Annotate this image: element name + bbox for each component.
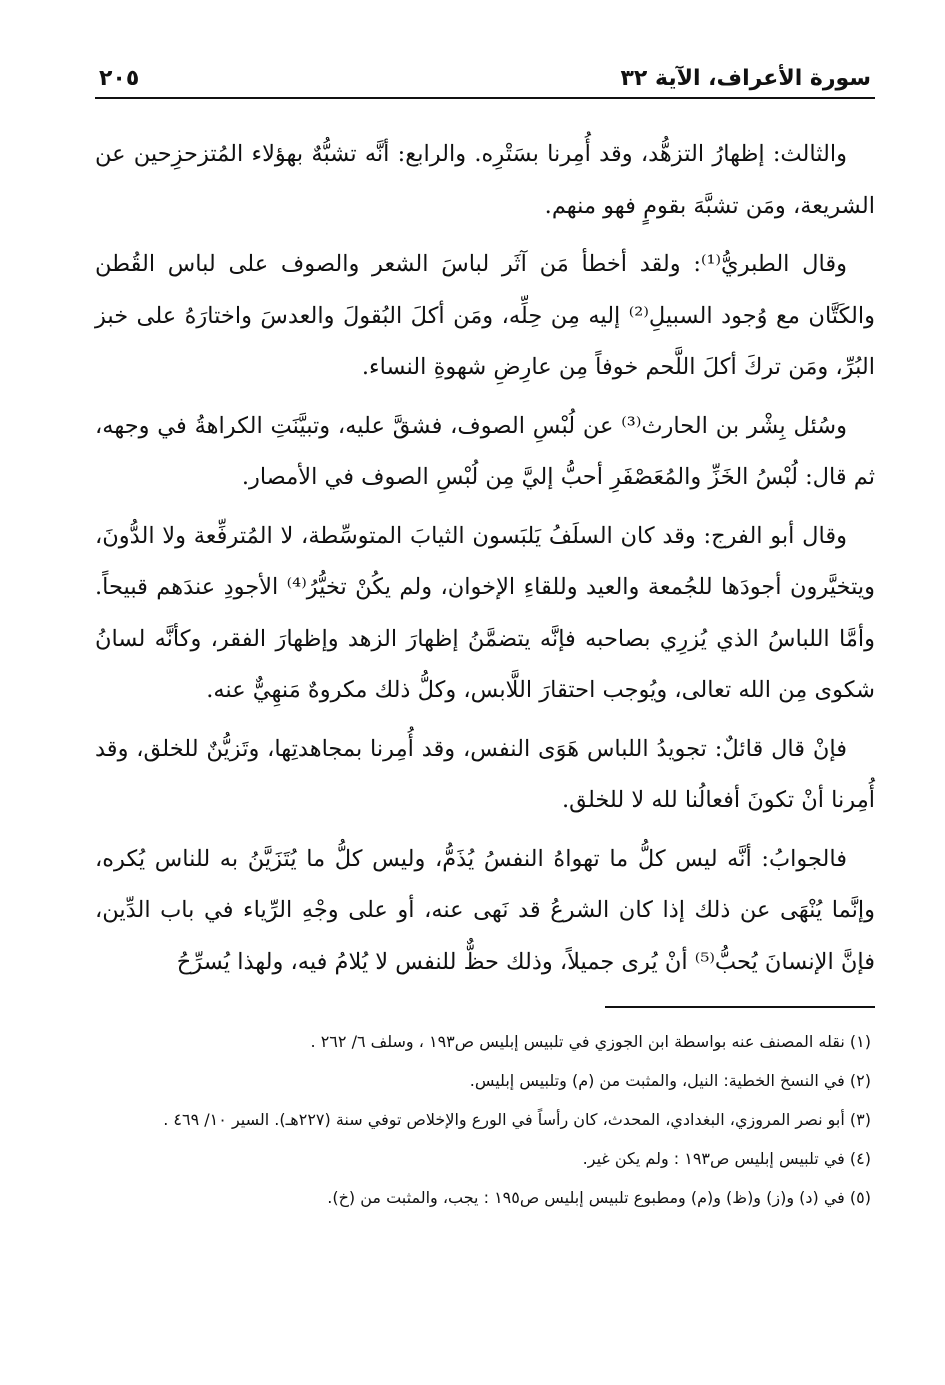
footnote: (٥) في (د) و(ز) و(ظ) و(م) ومطبوع تلبيس إبليس ص١٩٥ : يجب، والمثبت من (خ).: [327, 1188, 871, 1207]
running-title: سورة الأعراف، الآية ٣٢: [620, 66, 871, 91]
page-number: ٢٠٥: [99, 66, 140, 91]
main-text: [95, 129, 875, 988]
footnote: (٣) أبو نصر المروزي، البغدادي، المحدث، كان رأساً في الورع والإخلاص توفي سنة (٢٢٧هـ). السير ١٠/ ٤٦٩ .: [163, 1110, 871, 1129]
page-header: [95, 55, 875, 99]
footnote: (٤) في تلبيس إبليس ص١٩٣ : ولم يكن غير.: [582, 1149, 871, 1168]
book-page: [95, 55, 875, 1335]
paragraph: فالجوابُ: أنَّه ليس كلُّ ما تهواهُ النفسُ يُذَمُّ، وليس كلُّ ما يُتَزَيَّنُ به للناس يُكره، وإنَّما يُنْهَى عن ذلك إذا كان الشرعُ قد نَهى عنه، أو على وجْهِ الرِّياء في باب الدِّين، فإنَّ الإنسانَ يُحبُّ⁽⁵⁾ أنْ يُرى جميلاً، وذلك حظٌّ للنفس لا يُلامُ فيه، ولهذا يُسرِّحُ: [95, 845, 875, 975]
footnote: (١) نقله المصنف عنه بواسطة ابن الجوزي في تلبيس إبليس ص١٩٣ ، وسلف ٦/ ٢٦٢ .: [310, 1032, 871, 1051]
footnotes: [95, 1026, 875, 1213]
paragraph: فإنْ قال قائلٌ: تجويدُ اللباس هَوَى النفس، وقد أُمِرنا بمجاهدتِها، وتَزيُّنٌ للخلق، وقد أُمِرنا أنْ تكونَ أفعالُنا لله لا للخلق.: [95, 735, 875, 813]
paragraph: وسُئل بِشْر بن الحارث⁽³⁾ عن لُبْسِ الصوف، فشقَّ عليه، وتبيَّنَتِ الكراهةُ في وجهه، ثم قال: لُبْسُ الخَزِّ والمُعَصْفَرِ أحبُّ إليَّ مِن لُبْسِ الصوف في الأمصار.: [95, 412, 875, 490]
paragraph: وقال الطبريُّ⁽¹⁾: ولقد أخطأ مَن آثَر لباسَ الشعر والصوف على لباس القُطن والكَتَّان مع وُجود السبيلِ⁽²⁾ إليه مِن حِلِّه، ومَن أكلَ البُقولَ والعدسَ واختارَهُ على خبز البُرِّ، ومَن تركَ أكلَ اللَّحم خوفاً مِن عارِضِ شهوةِ النساء.: [95, 251, 875, 380]
footnote-divider: [605, 1006, 875, 1008]
paragraph: والثالث: إظهارُ التزهُّد، وقد أُمِرنا بسَتْرِه. والرابع: أنَّه تشبُّهٌ بهؤلاء المُتزحزِحين عن الشريعة، ومَن تشبَّهَ بقومٍ فهو منهم.: [95, 141, 875, 219]
footnote: (٢) في النسخ الخطية: النيل، والمثبت من (م) وتلبيس إبليس.: [469, 1071, 871, 1090]
paragraph: وقال أبو الفرج: وقد كان السلَفُ يَلبَسون الثيابَ المتوسِّطة، لا المُترفِّعة ولا الدُّونَ، ويتخيَّرون أجودَها للجُمعة والعيد وللقاءِ الإخوان، ولم يكُنْ تخيُّرُ⁽⁴⁾ الأجودِ عندَهم قبيحاً. وأمَّا اللباسُ الذي يُزرِي بصاحبه فإنَّه يتضمَّنُ إظهارَ الزهد وإظهارَ الفقر، وكأنَّه لسانُ شكوى مِن الله تعالى، ويُوجب احتقارَ اللَّابس، وكلُّ ذلك مكروهٌ مَنهِيٌّ عنه.: [95, 522, 875, 703]
